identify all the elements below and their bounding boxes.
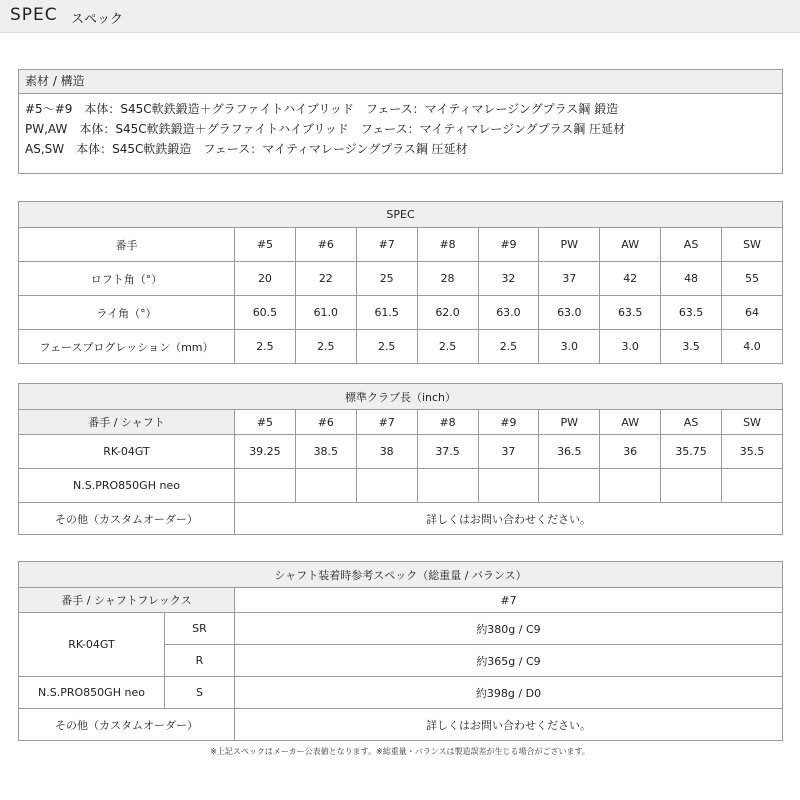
column-header: SW <box>722 410 783 435</box>
table-cell: 64 <box>722 296 783 330</box>
reference-header-label: 番手 / シャフトフレックス <box>19 588 235 613</box>
column-header: AS <box>661 228 722 262</box>
column-header: #6 <box>295 228 356 262</box>
material-body <box>19 94 782 159</box>
row-label-nspro850gh: N.S.PRO850GH neo <box>19 677 165 709</box>
reference-spec-caption: シャフト装着時参考スペック（総重量 / バランス） <box>19 562 783 588</box>
table-cell <box>661 469 722 503</box>
table-cell: 60.5 <box>235 296 296 330</box>
table-row <box>19 435 783 469</box>
column-header: SW <box>722 228 783 262</box>
table-cell <box>235 469 296 503</box>
spec-header-label: 番手 <box>19 228 235 262</box>
table-cell: 63.5 <box>661 296 722 330</box>
table-cell: 35.75 <box>661 435 722 469</box>
table-cell: 48 <box>661 262 722 296</box>
row-label-loft: ロフト角（°） <box>19 262 235 296</box>
table-cell: 63.0 <box>539 296 600 330</box>
table-cell: 36 <box>600 435 661 469</box>
table-cell: 61.0 <box>295 296 356 330</box>
reference-header-value: #7 <box>235 588 783 613</box>
column-header: PW <box>539 228 600 262</box>
row-label-nspro850gh: N.S.PRO850GH neo <box>19 469 235 503</box>
table-cell: 約398g / D0 <box>235 677 783 709</box>
table-cell: 37 <box>478 435 539 469</box>
table-cell: 36.5 <box>539 435 600 469</box>
club-length-table <box>18 383 783 535</box>
material-line: PW,AW 本体：S45C軟鉄鍛造＋グラファイトハイブリッド フェース：マイティマレージングプラス鋼 圧延材 <box>25 122 626 136</box>
table-row <box>19 469 783 503</box>
column-header: #5 <box>235 410 296 435</box>
row-label-rk04gt: RK-04GT <box>19 613 165 677</box>
table-cell: 28 <box>417 262 478 296</box>
table-cell: 2.5 <box>478 330 539 364</box>
column-header: #7 <box>356 410 417 435</box>
table-cell: 約380g / C9 <box>235 613 783 645</box>
club-length-caption: 標準クラブ長（inch） <box>19 384 783 410</box>
table-cell: 3.5 <box>661 330 722 364</box>
flex-cell: SR <box>165 613 235 645</box>
table-row <box>19 677 783 709</box>
table-cell <box>600 469 661 503</box>
flex-cell: S <box>165 677 235 709</box>
table-row <box>19 503 783 535</box>
table-row <box>19 709 783 741</box>
column-header: AW <box>600 410 661 435</box>
table-cell: 63.0 <box>478 296 539 330</box>
page-subtitle: スペック <box>71 12 124 27</box>
table-cell: 38.5 <box>295 435 356 469</box>
table-cell: 約365g / C9 <box>235 645 783 677</box>
custom-order-note: 詳しくはお問い合わせください。 <box>235 709 783 741</box>
footnote: ※上記スペックはメーカー公表値となります。※総重量・バランスは製造誤差が生じる場合がございます。 <box>210 747 590 756</box>
column-header: PW <box>539 410 600 435</box>
table-cell: 25 <box>356 262 417 296</box>
table-row <box>19 330 783 364</box>
club-length-header-label: 番手 / シャフト <box>19 410 235 435</box>
table-cell: 20 <box>235 262 296 296</box>
row-label-rk04gt: RK-04GT <box>19 435 235 469</box>
column-header: AW <box>600 228 661 262</box>
table-cell <box>356 469 417 503</box>
table-cell <box>295 469 356 503</box>
reference-spec-table <box>18 561 783 741</box>
table-cell: 22 <box>295 262 356 296</box>
row-label-lie: ライ角（°） <box>19 296 235 330</box>
table-row <box>19 613 783 645</box>
table-cell: 42 <box>600 262 661 296</box>
table-cell: 63.5 <box>600 296 661 330</box>
table-cell: 35.5 <box>722 435 783 469</box>
material-box <box>18 69 783 174</box>
custom-order-note: 詳しくはお問い合わせください。 <box>235 503 783 535</box>
material-line: #5～#9 本体：S45C軟鉄鍛造＋グラファイトハイブリッド フェース：マイティマレージングプラス鋼 鍛造 <box>25 102 619 116</box>
table-cell: 32 <box>478 262 539 296</box>
column-header: AS <box>661 410 722 435</box>
table-cell: 4.0 <box>722 330 783 364</box>
table-cell: 3.0 <box>600 330 661 364</box>
table-row <box>19 296 783 330</box>
table-cell: 2.5 <box>417 330 478 364</box>
row-label-custom-order: その他（カスタムオーダー） <box>19 503 235 535</box>
spec-caption: SPEC <box>19 202 783 228</box>
column-header: #8 <box>417 228 478 262</box>
table-cell: 2.5 <box>295 330 356 364</box>
table-cell: 39.25 <box>235 435 296 469</box>
page-title: SPEC <box>10 5 58 25</box>
column-header: #9 <box>478 228 539 262</box>
table-cell <box>478 469 539 503</box>
column-header: #6 <box>295 410 356 435</box>
column-header: #9 <box>478 410 539 435</box>
row-label-face-progression: フェースプログレッション（mm） <box>19 330 235 364</box>
page-header <box>0 0 800 33</box>
column-header: #8 <box>417 410 478 435</box>
table-cell <box>539 469 600 503</box>
flex-cell: R <box>165 645 235 677</box>
table-cell: 55 <box>722 262 783 296</box>
material-line: AS,SW 本体：S45C軟鉄鍛造 フェース：マイティマレージングプラス鋼 圧延材 <box>25 142 468 156</box>
table-cell: 62.0 <box>417 296 478 330</box>
column-header: #5 <box>235 228 296 262</box>
table-cell: 2.5 <box>356 330 417 364</box>
column-header: #7 <box>356 228 417 262</box>
table-cell: 61.5 <box>356 296 417 330</box>
spec-table <box>18 201 783 364</box>
row-label-custom-order: その他（カスタムオーダー） <box>19 709 235 741</box>
table-cell: 2.5 <box>235 330 296 364</box>
table-cell: 37 <box>539 262 600 296</box>
table-cell: 37.5 <box>417 435 478 469</box>
table-cell: 3.0 <box>539 330 600 364</box>
table-cell <box>722 469 783 503</box>
table-row <box>19 262 783 296</box>
table-cell: 38 <box>356 435 417 469</box>
material-heading: 素材 / 構造 <box>19 70 782 94</box>
table-cell <box>417 469 478 503</box>
